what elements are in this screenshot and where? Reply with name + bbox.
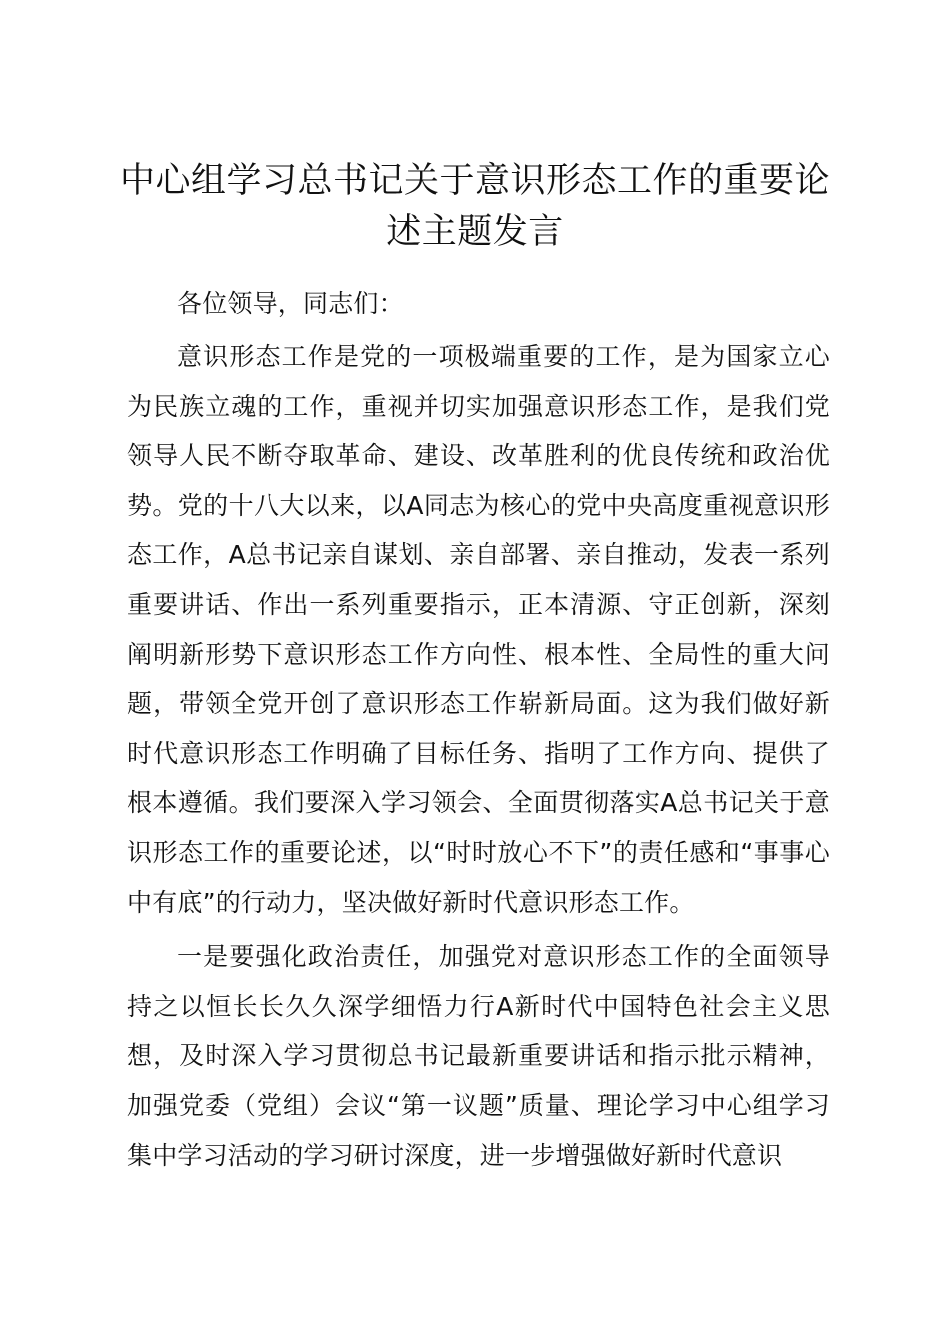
document-body [127, 281, 830, 1185]
document-title: 中心组学习总书记关于意识形态工作的重要论述主题发言 [120, 161, 831, 252]
greeting: 各位领导，同志们： [177, 289, 404, 318]
paragraph-point-one: 一是要强化政治责任，加强党对意识形态工作的全面领导持之以恒长长久久深学细悟力行A新时代中国特色社会主义思想，及时深入学习贯彻总书记最新重要讲话和指示批示精神，加强党委（党组）会议“第一议题”质量、理论学习中心组学习集中学习活动的学习研讨深度，进一步增强做好新时代意识 [127, 942, 830, 1170]
paragraph-intro: 意识形态工作是党的一项极端重要的工作，是为国家立心为民族立魂的工作，重视并切实加强意识形态工作，是我们党领导人民不断夺取革命、建设、改革胜利的优良传统和政治优势。党的十八大以来，以A同志为核心的党中央高度重视意识形态工作，A总书记亲自谋划、亲自部署、亲自推动，发表一系列重要讲话、作出一系列重要指示，正本清源、守正创新，深刻阐明新形势下意识形态工作方向性、根本性、全局性的重大问题，带领全党开创了意识形态工作崭新局面。这为我们做好新时代意识形态工作明确了目标任务、指明了工作方向、提供了根本遵循。我们要深入学习领会、全面贯彻落实A总书记关于意识形态工作的重要论述，以“时时放心不下”的责任感和“事事心中有底”的行动力，坚决做好新时代意识形态工作。 [127, 342, 830, 917]
